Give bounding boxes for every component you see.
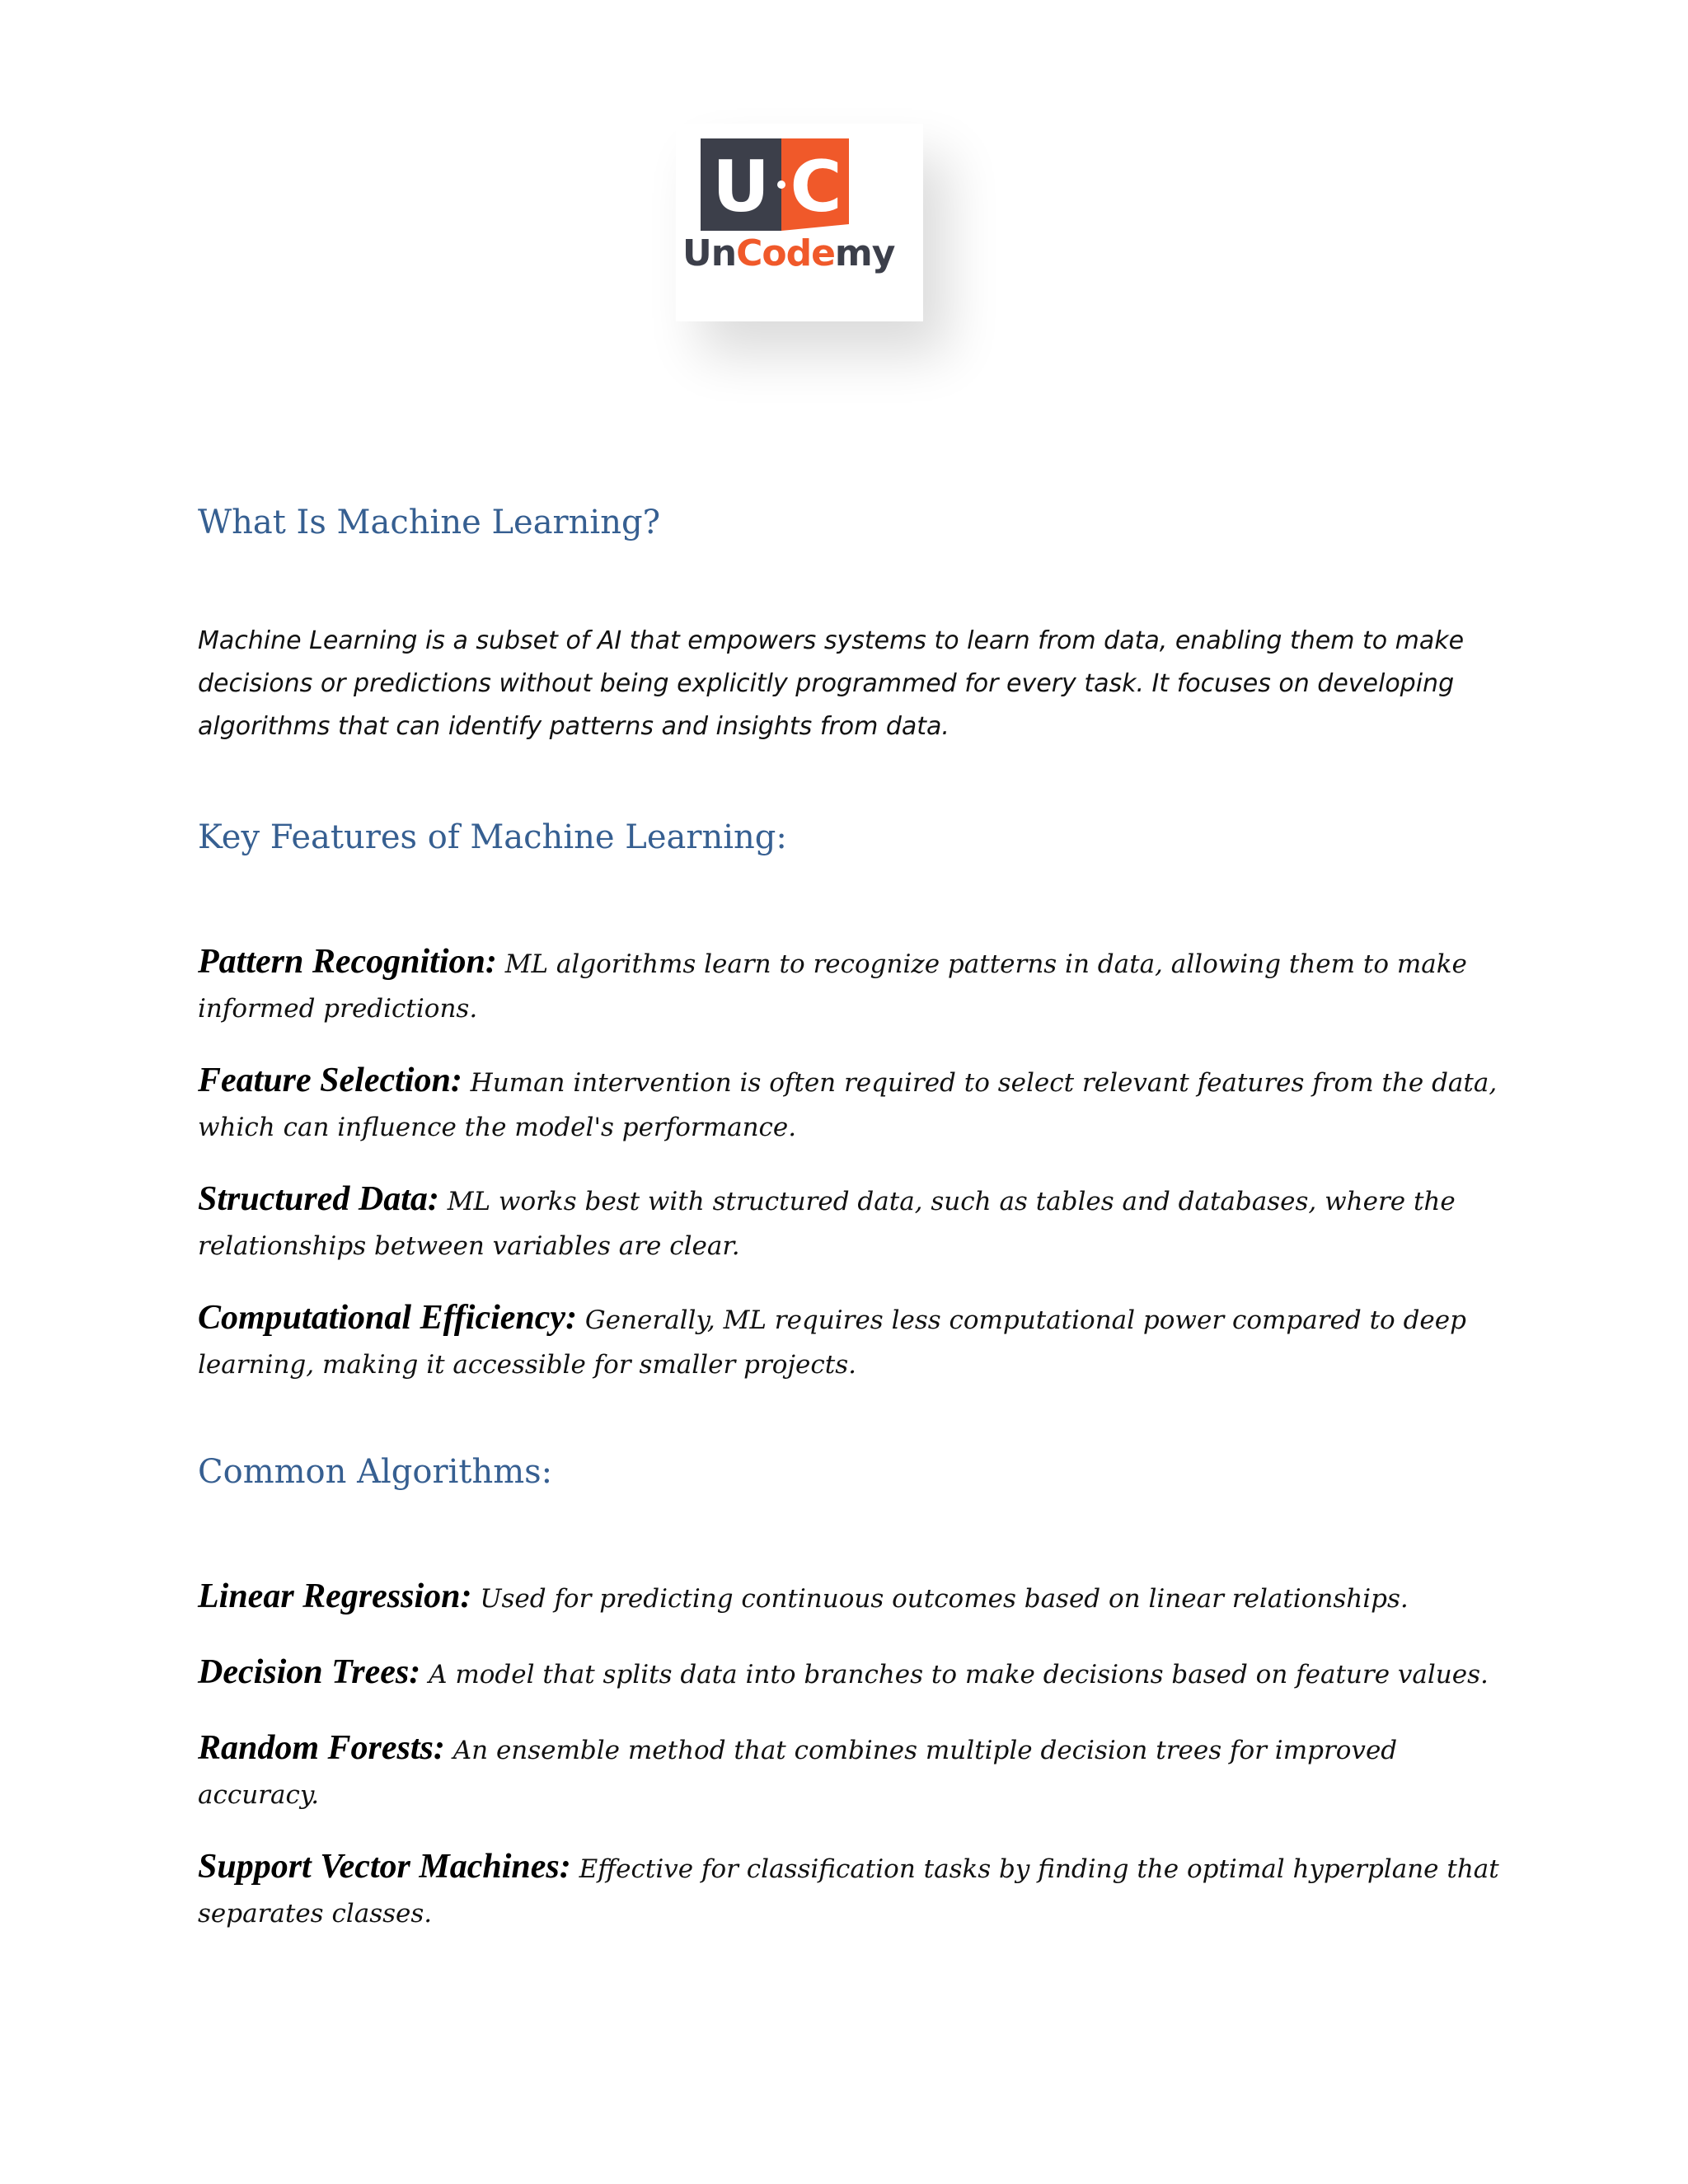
logo-wordmark: UnCodemy	[682, 232, 895, 274]
feature-item	[198, 1058, 1500, 1150]
feature-term: Structured Data:	[198, 1180, 439, 1218]
feature-text: Generally, ML requires less computational power compared to deep learning, making it accessible for smaller projects.	[198, 1305, 1466, 1380]
logo-mark-left: U	[712, 146, 770, 228]
heading-key-features: Key Features of Machine Learning:	[198, 818, 787, 856]
heading-what-is-ml: What Is Machine Learning?	[198, 504, 661, 541]
intro-paragraph: Machine Learning is a subset of AI that empowers systems to learn from data, enabling them to make decisions or predictions without being explicitly programmed for every task. It focuses on developing algorithms that can identify patterns and insights from data.	[198, 626, 1465, 741]
algorithm-item	[198, 1574, 1500, 1621]
algorithm-item	[198, 1650, 1500, 1697]
feature-item	[198, 940, 1500, 1031]
algorithm-term: Linear Regression:	[198, 1577, 472, 1615]
algorithm-term: Decision Trees:	[198, 1653, 421, 1691]
algorithm-term: Random Forests:	[198, 1729, 445, 1767]
feature-item	[198, 1296, 1500, 1387]
feature-term: Pattern Recognition:	[198, 943, 497, 981]
uncodemy-logo	[676, 124, 923, 321]
algorithm-text: An ensemble method that combines multiple decision trees for improved accuracy.	[198, 1736, 1398, 1810]
logo-mark-icon	[688, 132, 861, 235]
feature-term: Computational Efficiency:	[198, 1299, 578, 1337]
logo-mark-right: C	[790, 146, 842, 228]
algorithm-text: Effective for classification tasks by finding the optimal hyperplane that separates classes.	[198, 1854, 1499, 1929]
algorithm-text: A model that splits data into branches to make decisions based on feature values.	[429, 1660, 1489, 1690]
heading-common-algorithms: Common Algorithms:	[198, 1453, 553, 1491]
algorithm-text: Used for predicting continuous outcomes based on linear relationships.	[480, 1584, 1409, 1614]
algorithm-term: Support Vector Machines:	[198, 1848, 571, 1886]
algorithm-item	[198, 1726, 1500, 1817]
algorithm-item	[198, 1844, 1500, 1936]
feature-term: Feature Selection:	[198, 1062, 462, 1099]
feature-text: ML works best with structured data, such as tables and databases, where the relationships between variables are clear.	[198, 1187, 1456, 1261]
feature-text: ML algorithms learn to recognize patterns in data, allowing them to make informed predictions.	[198, 949, 1467, 1024]
feature-item	[198, 1177, 1500, 1268]
feature-text: Human intervention is often required to select relevant features from the data, which can influence the model's performance.	[198, 1068, 1498, 1142]
